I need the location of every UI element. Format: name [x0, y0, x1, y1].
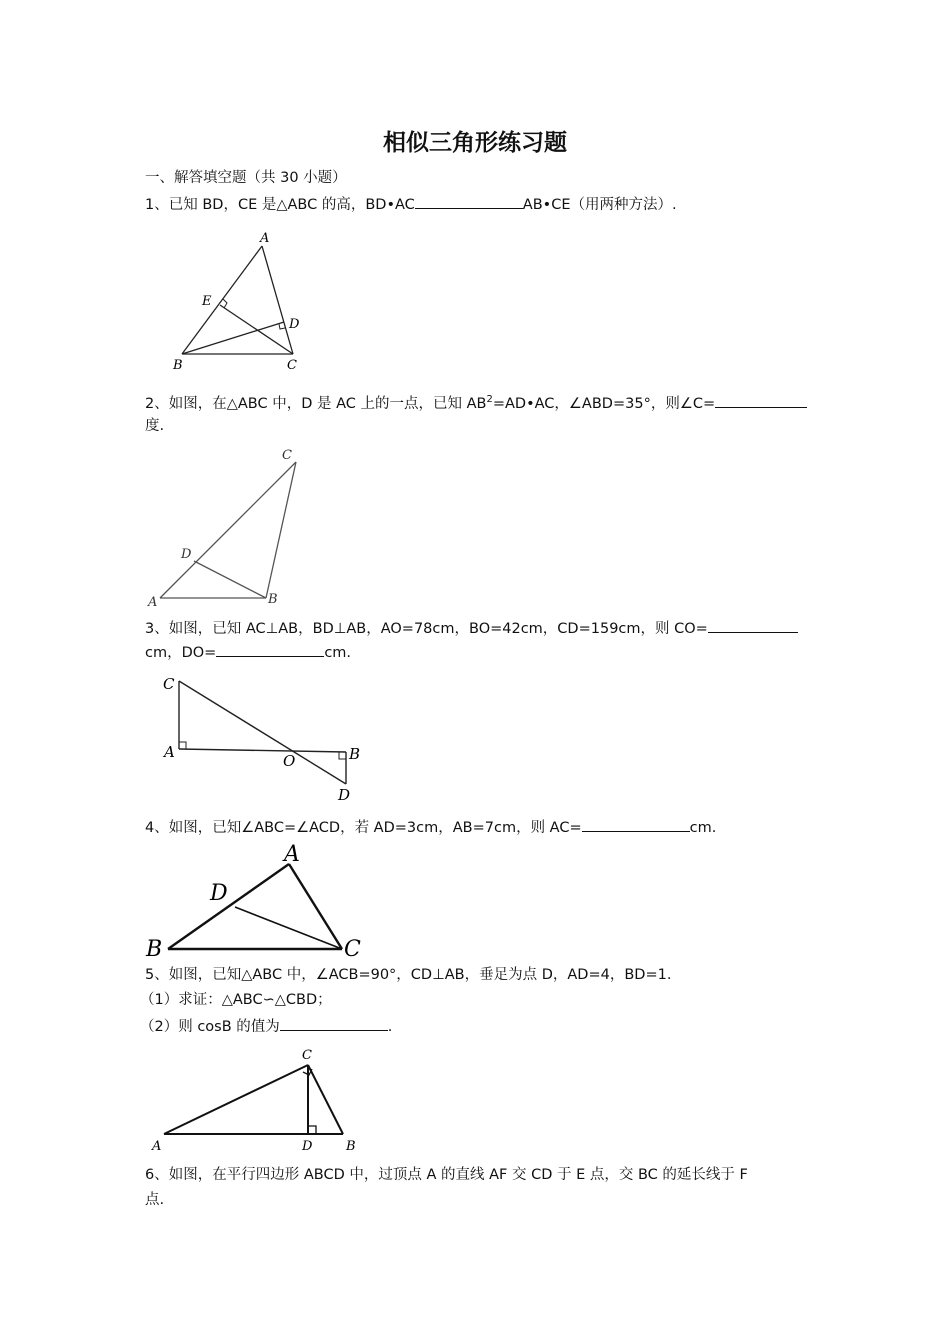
q3-text: 3、如图，已知 AC⊥AB，BD⊥AB，AO=78cm，BO=42cm，CD=159cm，则 CO=	[145, 621, 708, 637]
q4-text: 4、如图，已知∠ABC=∠ACD，若 AD=3cm，AB=7cm，则 AC=	[145, 820, 582, 836]
q1-after: AB•CE（用两种方法）.	[522, 197, 677, 213]
q3-label-b: B	[349, 745, 361, 763]
q4-label-d: D	[210, 881, 228, 906]
q3-label-o: O	[283, 752, 296, 770]
q3-line2-prefix: cm，DO=	[145, 645, 217, 661]
q5-text: 5、如图，已知△ABC 中，∠ACB=90°，CD⊥AB，垂足为点 D，AD=4，BD=1.	[145, 967, 672, 983]
q2-label-c: C	[282, 448, 292, 463]
q3-line2-suffix: cm.	[324, 645, 352, 661]
q5-side-ac	[164, 1065, 308, 1134]
q3-label-d: D	[338, 786, 351, 804]
q2-superscript: 2	[486, 394, 493, 405]
q4-label-a: A	[284, 842, 300, 867]
q5-label-c: C	[302, 1048, 312, 1063]
q5-side-cb	[308, 1065, 343, 1134]
q5-label-d: D	[302, 1139, 313, 1154]
q1-label-d: D	[289, 317, 300, 332]
q1-label-e: E	[202, 294, 212, 309]
q2-line-2: 度.	[145, 418, 165, 434]
q6-text: 6、如图，在平行四边形 ABCD 中，过顶点 A 的直线 AF 交 CD 于 E 点，交 BC 的延长线于 F	[145, 1167, 748, 1183]
q2-label-a: A	[148, 595, 158, 610]
q1-label-c: C	[287, 358, 297, 373]
q1-before: 1、已知 BD，CE 是△ABC 的高，BD•AC	[145, 197, 415, 213]
q2-before-post: =AD•AC，∠ABD=35°，则∠C=	[492, 396, 716, 412]
q5-part2-prefix: （2）则 cosB 的值为	[140, 1019, 280, 1035]
q5-right-angle-d	[308, 1126, 316, 1134]
q4-label-c: C	[344, 937, 361, 962]
q5-label-b: B	[346, 1139, 356, 1154]
section-heading: 一、解答填空题（共 30 小题）	[145, 170, 347, 186]
q5-part2-suffix: .	[387, 1019, 393, 1035]
q2-label-b: B	[268, 592, 278, 607]
q3-label-a: A	[164, 743, 175, 761]
q4-label-b: B	[146, 937, 163, 962]
q3-label-c: C	[163, 675, 175, 693]
q6-line-2: 点.	[145, 1192, 165, 1208]
q2-before-pre: 2、如图，在△ABC 中，D 是 AC 上的一点，已知 AB	[145, 396, 487, 412]
page-title: 相似三角形练习题	[383, 129, 567, 156]
q5-label-a: A	[152, 1139, 162, 1154]
q1-label-a: A	[260, 231, 270, 246]
q1-label-b: B	[173, 358, 183, 373]
q5-part-1: （1）求证：△ABC∽△CBD；	[140, 992, 332, 1008]
q4-suffix: cm.	[689, 820, 717, 836]
q2-label-d: D	[181, 547, 192, 562]
